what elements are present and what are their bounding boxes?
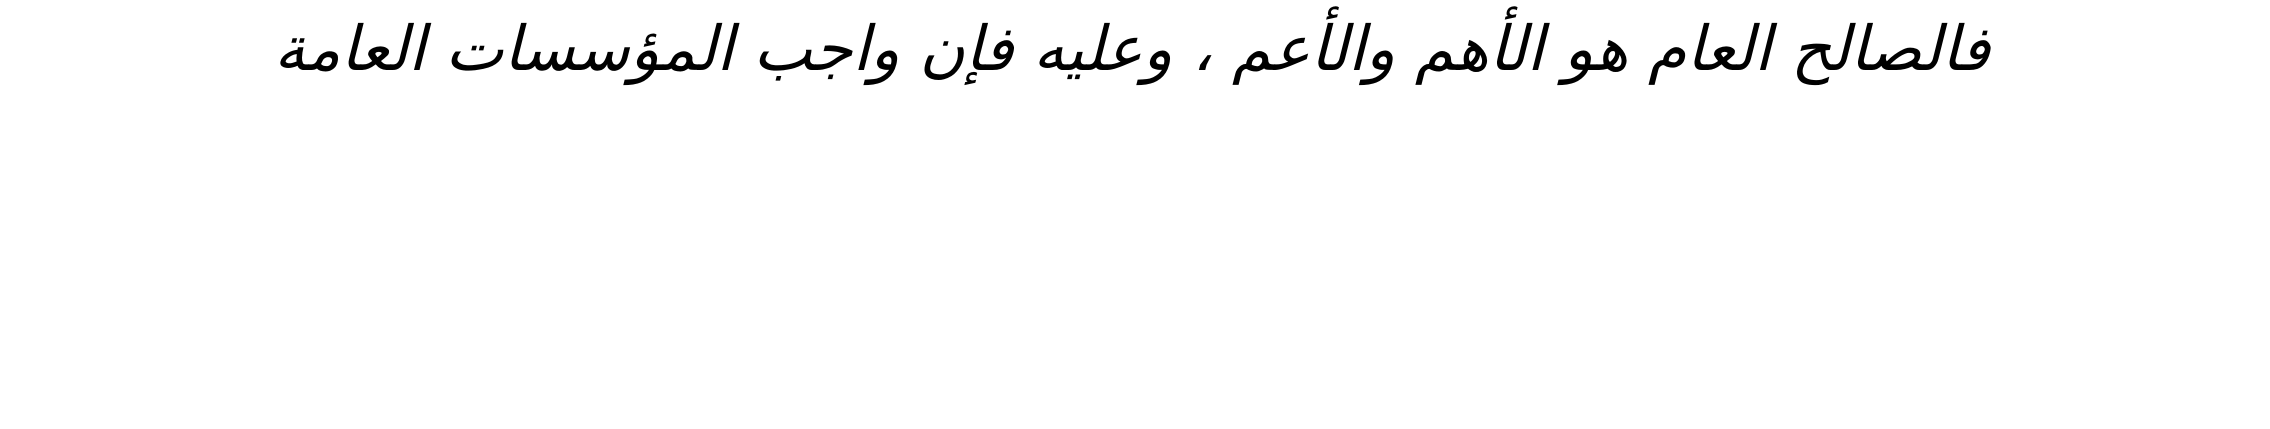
handwritten-text: فالصالح العام هو الأهم والأعم ، وعليه فإن واجب المؤسسات العامة (274, 12, 1990, 85)
handwritten-text-line (0, 0, 2000, 140)
